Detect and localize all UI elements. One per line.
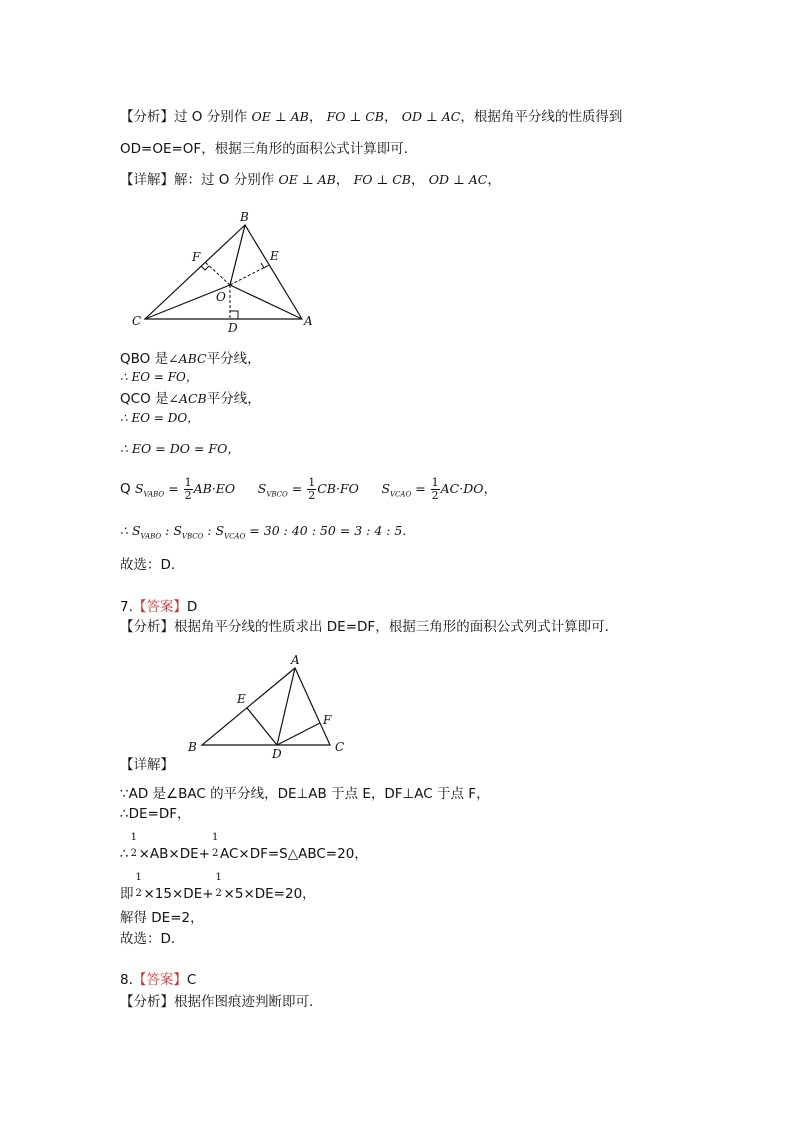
answer-value: C: [186, 972, 197, 988]
segment-ad: [277, 668, 295, 745]
since-symbol: Q: [120, 351, 131, 367]
label-e: E: [237, 692, 246, 706]
q6-step-2: ∴ EO = FO，: [120, 370, 198, 384]
since-symbol: Q: [120, 481, 131, 497]
math-oe-ab: OE ⊥ AB: [278, 172, 336, 187]
analysis-tag: 【分析】: [120, 619, 174, 635]
math-angle-abc: ∠ABC: [168, 351, 207, 366]
q6-step-1: [120, 350, 261, 368]
segment-of: [205, 262, 230, 285]
q7-detail-4: 即 1 2 ×15×DE+ 1 2 ×5×DE=20，: [120, 872, 316, 902]
area-cao: $S_{VCAO}$ =: [381, 481, 430, 499]
answer-tag: 【答案】: [132, 599, 187, 615]
right-angle-d: [230, 311, 238, 319]
sep: ，: [483, 481, 497, 497]
text: 过 O 分别作: [174, 109, 248, 125]
q7-detail-tag: 【详解】: [120, 757, 174, 773]
area-bco-rest: CB·FO: [317, 481, 359, 496]
fraction-half: 1 2: [211, 832, 219, 859]
segment-de: [247, 708, 277, 745]
label-o: O: [216, 290, 226, 304]
since-symbol: Q: [120, 391, 131, 407]
label-f: F: [192, 250, 201, 264]
q7-detail-1: ∵AD 是∠BAC 的平分线，DE⊥AB 于点 E，DF⊥AC 于点 F，: [120, 786, 490, 802]
area-bco: $S_{VBCO}$ =: [257, 481, 307, 499]
label-a: A: [304, 314, 313, 328]
sep: ，: [308, 109, 323, 125]
q6-detail-line: [120, 171, 501, 189]
label-d: D: [228, 321, 238, 335]
q7-analysis-line: [120, 618, 618, 636]
q6-analysis-line-2: OD=OE=OF，根据三角形的面积公式计算即可．: [120, 141, 418, 157]
math-angle-acb: ∠ACB: [168, 391, 207, 406]
segment-bo: [230, 225, 245, 285]
analysis-tag: 【分析】: [120, 994, 174, 1010]
q6-step-4: ∴ EO = DO，: [120, 411, 200, 425]
triangle-abc: [145, 225, 302, 319]
triangle-abc: [202, 668, 330, 745]
analysis-text: 根据作图痕迹判断即可．: [174, 994, 323, 1010]
q7-detail-6: 故选：D．: [120, 931, 185, 947]
area-abo: $S_{VABO}$ =: [134, 481, 183, 499]
label-b: B: [240, 210, 249, 224]
text: 平分线，: [206, 391, 261, 407]
q7-detail-2: ∴DE=DF，: [120, 806, 191, 822]
sep: ，: [410, 172, 425, 188]
analysis-tag: 【分析】: [120, 109, 174, 125]
analysis-text: 根据角平分线的性质求出 DE=DF，根据三角形的面积公式列式计算即可．: [174, 619, 619, 635]
sep: ，: [335, 172, 350, 188]
label-a: A: [291, 653, 300, 667]
label-b: B: [188, 740, 197, 754]
label-c: C: [335, 740, 345, 754]
q6-step-7: ∴ $S_{VABO}$ : $S_{VBCO}$ : $S_{VCAO} = 30$ : 40 : 50 = 3 : 4 : 5.: [120, 523, 407, 541]
q7-answer-line: [120, 598, 197, 616]
fraction-half: $\frac{1}{2}$: [308, 475, 316, 502]
fraction-half: 1 2: [130, 832, 137, 859]
text: BO 是: [130, 351, 169, 367]
text: CO 是: [130, 391, 169, 407]
answer-tag: 【答案】: [132, 972, 187, 988]
math-fo-cb: FO ⊥ CB: [353, 172, 411, 187]
area-cao-rest: AC·DO: [440, 481, 484, 496]
fraction-half: $\frac{1}{2}$: [431, 475, 439, 502]
fraction-half: 1 2: [135, 872, 142, 899]
q7-detail-3: ∴ 1 2 ×AB×DE+ 1 2 AC×DF=S△ABC=20，: [120, 832, 368, 862]
text: 平分线，: [206, 351, 261, 367]
q8-answer-line: [120, 971, 196, 989]
q6-choose: 故选：D．: [120, 557, 185, 573]
q6-analysis-line-1: [120, 108, 622, 126]
segment-df: [277, 723, 320, 745]
answer-value: D: [186, 599, 198, 615]
text: ，根据角平分线的性质得到: [460, 109, 623, 125]
triangle-figure-o: [120, 205, 330, 340]
triangle-figure-d: [180, 650, 360, 760]
math-od-ac: OD ⊥ AC: [428, 172, 488, 187]
q7-detail-5: 解得 DE=2，: [120, 910, 204, 926]
math-fo-cb: FO ⊥ CB: [326, 109, 384, 124]
q8-analysis-line: [120, 993, 323, 1011]
label-e: E: [270, 249, 279, 263]
question-number: 8.: [120, 972, 133, 988]
q6-step-6: [120, 476, 497, 508]
detail-tag: 【详解】: [120, 172, 174, 188]
label-c: C: [132, 314, 142, 328]
math-od-ac: OD ⊥ AC: [401, 109, 461, 124]
math-oe-ab: OE ⊥ AB: [251, 109, 309, 124]
sep: ，: [487, 172, 501, 188]
text: 解：过 O 分别作: [174, 172, 275, 188]
area-abo-rest: AB·EO: [193, 481, 236, 496]
label-f: F: [323, 713, 332, 727]
question-number: 7.: [120, 599, 133, 615]
label-d: D: [272, 747, 282, 760]
q6-step-3: [120, 390, 261, 408]
sep: ，: [383, 109, 398, 125]
segment-oe: [230, 266, 267, 285]
q6-step-5: ∴ EO = DO = FO，: [120, 441, 240, 456]
fraction-half: $\frac{1}{2}$: [184, 475, 192, 502]
right-angle-f: [201, 266, 209, 270]
fraction-half: 1 2: [215, 872, 222, 899]
